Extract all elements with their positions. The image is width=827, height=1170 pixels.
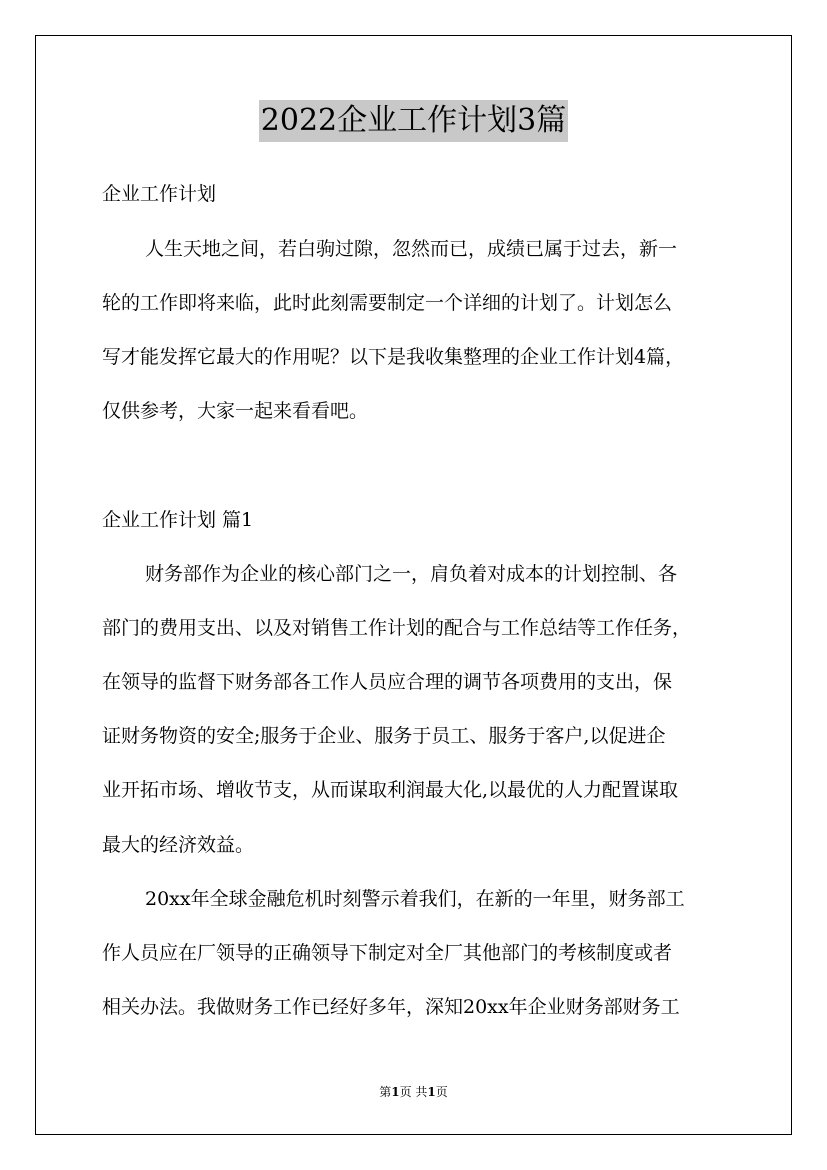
paragraph-line: 业开拓市场、增收节支，从而谋取利润最大化,以最优的人力配置谋取: [102, 779, 679, 801]
paragraph-line: 证财务物资的安全;服务于企业、服务于员工、服务于客户,以促进企: [102, 725, 666, 747]
paragraph-line: 作人员应在厂领导的正确领导下制定对全厂其他部门的考核制度或者: [102, 942, 673, 964]
footer-page-current: 1: [391, 1085, 400, 1099]
title-container: [0, 100, 827, 142]
paragraph-line: 财务部作为企业的核心部门之一，肩负着对成本的计划控制、各: [145, 563, 678, 585]
footer-page-mid: 页 共: [399, 1085, 428, 1099]
document-title: 2022企业工作计划3篇: [259, 100, 568, 142]
paragraph-line: 仅供参考，大家一起来看看吧。: [102, 400, 369, 422]
page-footer: [0, 1083, 827, 1101]
section-heading: 企业工作计划: [102, 183, 217, 205]
paragraph-line: 写才能发挥它最大的作用呢？以下是我收集整理的企业工作计划4篇，: [102, 346, 685, 368]
footer-page-total: 1: [427, 1085, 436, 1099]
paragraph-line: 相关办法。我做财务工作已经好多年，深知20xx年企业财务部财务工: [102, 996, 680, 1018]
paragraph-line: 人生天地之间，若白驹过隙，忽然而已，成绩已属于过去，新一: [145, 238, 678, 260]
paragraph-line: 最大的经济效益。: [102, 834, 255, 856]
paragraph-line: 部门的费用支出、以及对销售工作计划的配合与工作总结等工作任务，: [102, 617, 692, 639]
paragraph-line: 在领导的监督下财务部各工作人员应合理的调节各项费用的支出，保: [102, 671, 673, 693]
paragraph-line: 轮的工作即将来临，此时此刻需要制定一个详细的计划了。计划怎么: [102, 292, 673, 314]
footer-page-prefix: 第: [379, 1085, 392, 1099]
footer-page-suffix: 页: [435, 1085, 448, 1099]
section-heading: 企业工作计划 篇1: [102, 509, 254, 531]
paragraph-line: 20xx年全球金融危机时刻警示着我们，在新的一年里，财务部工: [145, 888, 685, 910]
